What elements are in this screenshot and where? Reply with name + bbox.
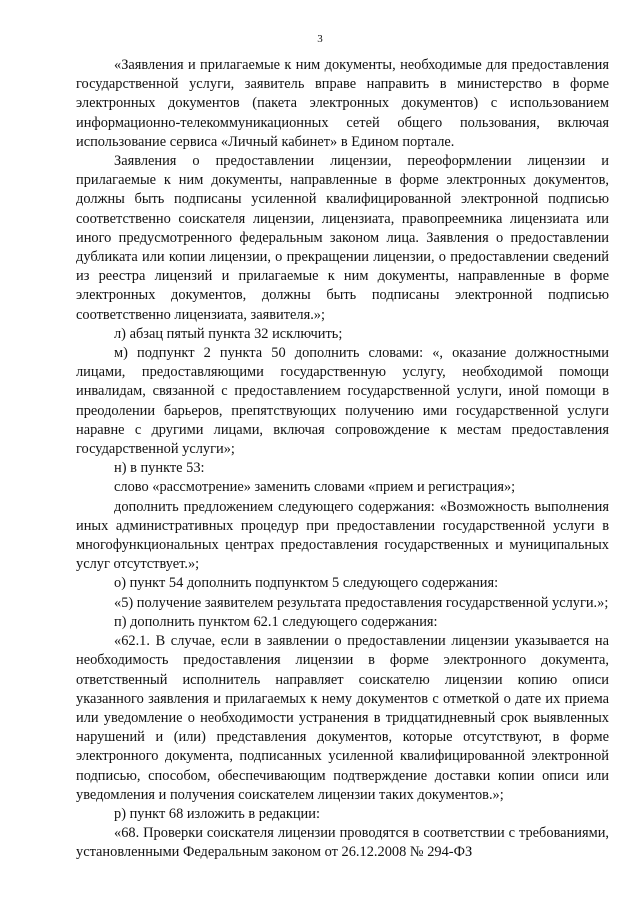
paragraph-item-r: р) пункт 68 изложить в редакции: — [114, 805, 320, 822]
paragraph-item-l: л) абзац пятый пункта 32 исключить; — [114, 325, 343, 342]
paragraph-add-sentence: дополнить предложением следующего содержания: «Возможность выполнения иных административных процедур при предоставлении государственной услуги в многофункциональных центрах предоставления государственных и муниципальных услуг отсутствует.»; — [76, 498, 609, 573]
document-body — [76, 56, 609, 863]
page-number: 3 — [317, 33, 323, 45]
paragraph-word-replacement: слово «рассмотрение» заменить словами «прием и регистрация»; — [114, 479, 516, 496]
paragraph-item-m: м) подпункт 2 пункта 50 дополнить словами: «, оказание должностными лицами, предоставляющими государственную услугу, необходимой помощи инвалидам, связанной с предоставлением государственной услуги, иной помощи в преодолении барьеров, препятствующих получению ими государственной услуги наравне с другими лицами, включая сопровождение к местам предоставления государственной услуги»; — [76, 345, 609, 458]
paragraph-item-p: п) дополнить пунктом 62.1 следующего содержания: — [114, 613, 438, 630]
paragraph-item-n: н) в пункте 53: — [114, 460, 205, 477]
paragraph-electronic-signature: Заявления о предоставлении лицензии, переоформлении лицензии и прилагаемые к ним документы, направленные в форме электронных документов, должны быть подписаны усиленной квалифицированной электронной подписью соответственно соискателя лицензии, лицензиата, правопреемника лицензиата или иного предусмотренного федеральным законом лица. Заявления о предоставлении дубликата или копии лицензии, о прекращении лицензии, о предоставлении сведений из реестра лицензий и прилагаемые к ним документы, направленные в форме электронных документов, должны быть подписаны электронной подписью соответственно лицензиата, заявителя.»; — [76, 153, 609, 323]
paragraph-68: «68. Проверки соискателя лицензии проводятся в соответствии с требованиями, установленными Федеральным законом от 26.12.2008 № 294-ФЗ — [76, 825, 609, 861]
paragraph-item-o: о) пункт 54 дополнить подпунктом 5 следующего содержания: — [114, 575, 499, 592]
paragraph-subitem-5: «5) получение заявителем результата предоставления государственной услуги.»; — [114, 594, 609, 611]
paragraph-62-1: «62.1. В случае, если в заявлении о предоставлении лицензии указывается на необходимость предоставления лицензии в форме электронного документа, ответственный исполнитель направляет соискателю лицензии копию описи указанного заявления и прилагаемых к нему документов с отметкой о дате их приема или уведомление о необходимости устранения в тридцатидневный срок выявленных нарушений и (или) представления документов, которые отсутствуют, в форме электронного документа, подписанных усиленной квалифицированной электронной подписью, способом, обеспечивающим подтверждение доставки копии описи или уведомления и получения соискателем лицензии таких документов.»; — [76, 633, 609, 803]
paragraph-electronic-submission: «Заявления и прилагаемые к ним документы, необходимые для предоставления государственной услуги, заявитель вправе направить в министерство в форме электронных документов (пакета электронных документов) с использованием информационно-телекоммуникационных сетей общего пользования, включая использование сервиса «Личный кабинет» в Едином портале. — [76, 57, 609, 150]
